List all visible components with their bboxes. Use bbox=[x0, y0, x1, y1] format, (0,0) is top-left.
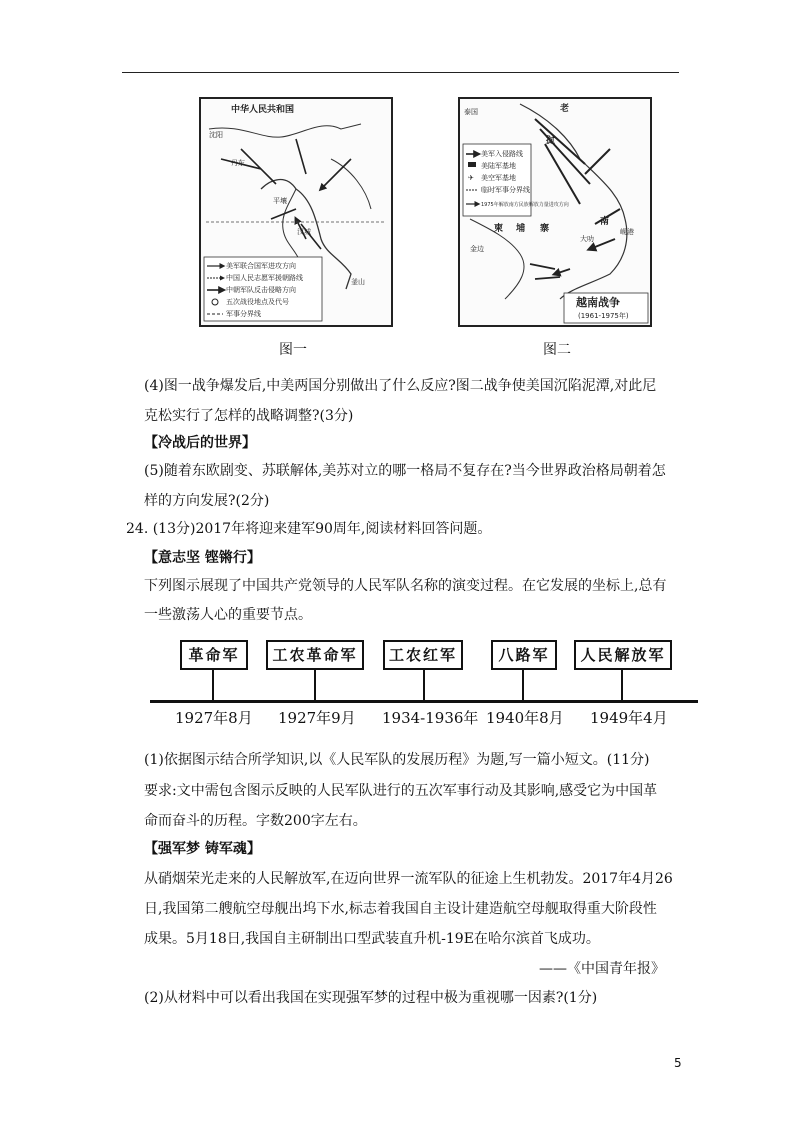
fig1-label: 沈阳 bbox=[209, 131, 223, 139]
timeline-stem bbox=[423, 668, 425, 701]
fig2-label: 南 bbox=[600, 217, 610, 227]
timeline-stem bbox=[522, 668, 524, 701]
timeline-date: 1927年9月 bbox=[278, 709, 356, 727]
subquestion-1-line-2: 要求:文中需包含图示反映的人民军队进行的五次军事行动及其影响,感受它为中国革 bbox=[144, 783, 658, 799]
fig1-legend: 美军联合国军进攻方向 bbox=[226, 262, 296, 270]
fig2-label: 柬 bbox=[494, 224, 504, 234]
section-heading-will: 【意志坚 铿锵行】 bbox=[144, 550, 261, 566]
paragraph-line: 下列图示展现了中国共产党领导的人民军队名称的演变过程。在它发展的坐标上,总有 bbox=[144, 578, 667, 594]
figure-2-caption: 图二 bbox=[543, 342, 571, 358]
question-4-line-1: (4)图一战争爆发后,中美两国分别做出了什么反应?图二战争使美国沉陷泥潭,对此尼 bbox=[144, 378, 657, 394]
fig2-legend: 1975年解放南方民族解放力量进攻方向 bbox=[481, 202, 569, 208]
timeline-stem bbox=[621, 668, 623, 701]
material-line: 从硝烟荣光走来的人民解放军,在迈向世界一流军队的征途上生机勃发。2017年4月26 bbox=[144, 871, 673, 887]
fig2-legend: 美军入侵路线 bbox=[481, 150, 523, 158]
fig2-legend: 美空军基地 bbox=[481, 174, 516, 182]
page-number: 5 bbox=[674, 1056, 682, 1070]
fig2-legend: 临时军事分界线 bbox=[481, 186, 530, 194]
fig2-label: 大叻 bbox=[580, 235, 594, 243]
fig2-label: 寨 bbox=[540, 224, 550, 234]
material-line: 成果。5月18日,我国自主研制出口型武装直升机-19E在哈尔滨首飞成功。 bbox=[144, 931, 600, 947]
timeline-node-box: 工农红军 bbox=[383, 640, 463, 670]
section-heading-post-cold-war: 【冷战后的世界】 bbox=[144, 435, 256, 451]
timeline-date: 1940年8月 bbox=[486, 709, 564, 727]
timeline-date: 1934-1936年 bbox=[382, 709, 479, 727]
question-5-line-1: (5)随着东欧剧变、苏联解体,美苏对立的哪一格局不复存在?当今世界政治格局朝着怎 bbox=[144, 463, 666, 479]
question-5-line-2: 样的方向发展?(2分) bbox=[144, 493, 270, 509]
header-rule bbox=[122, 72, 679, 73]
figure-1-caption: 图一 bbox=[279, 342, 307, 358]
subquestion-2: (2)从材料中可以看出我国在实现强军梦的过程中极为重视哪一因素?(1分) bbox=[144, 990, 598, 1006]
subquestion-1-line-3: 命而奋斗的历程。字数200字左右。 bbox=[144, 813, 367, 829]
fig2-title: 越南战争 bbox=[576, 296, 620, 309]
timeline-date: 1949年4月 bbox=[590, 709, 668, 727]
fig2-label: 挝 bbox=[546, 136, 556, 146]
fig1-legend: 中朝军队反击侵略方向 bbox=[226, 286, 296, 294]
question-4-line-2: 克松实行了怎样的战略调整?(3分) bbox=[144, 408, 354, 424]
fig2-label: 金边 bbox=[470, 245, 484, 253]
fig1-title: 中华人民共和国 bbox=[231, 105, 295, 115]
figure-1-korean-war-map bbox=[199, 97, 393, 327]
timeline-stem bbox=[314, 668, 316, 701]
fig2-legend: 美陆军基地 bbox=[481, 162, 516, 170]
paragraph-line: 一些激荡人心的重要节点。 bbox=[144, 607, 312, 623]
fig1-legend: 中国人民志愿军援朝路线 bbox=[226, 274, 303, 282]
fig2-label: 岘港 bbox=[620, 228, 634, 236]
fig2-label: 老 bbox=[560, 104, 570, 114]
question-24-intro: 24. (13分)2017年将迎来建军90周年,阅读材料回答问题。 bbox=[126, 521, 492, 537]
svg-text:✈: ✈ bbox=[468, 174, 474, 182]
timeline-node-box: 革命军 bbox=[180, 640, 248, 670]
timeline-date: 1927年8月 bbox=[175, 709, 253, 727]
timeline-node-box: 人民解放军 bbox=[574, 640, 672, 670]
material-line: 日,我国第二艘航空母舰出坞下水,标志着我国自主设计建造航空母舰取得重大阶段性 bbox=[144, 901, 657, 917]
figure-2-vietnam-war-map bbox=[458, 97, 652, 327]
fig1-label: 丹东 bbox=[231, 159, 245, 167]
material-source: ——《中国青年报》 bbox=[539, 961, 665, 977]
timeline-node-box: 八路军 bbox=[491, 640, 557, 670]
timeline-stem bbox=[212, 668, 214, 701]
fig2-label: 泰国 bbox=[464, 108, 478, 116]
fig1-legend: 军事分界线 bbox=[226, 310, 261, 318]
fig2-years: (1961-1975年) bbox=[578, 312, 629, 320]
timeline-node-box: 工农革命军 bbox=[266, 640, 364, 670]
army-name-timeline bbox=[150, 638, 698, 728]
fig2-label: 埔 bbox=[516, 224, 526, 234]
fig1-label: 汉城 bbox=[297, 228, 311, 236]
fig1-label: 平壤 bbox=[273, 197, 287, 205]
fig1-legend: 五次战役地点及代号 bbox=[226, 298, 289, 306]
fig1-label: 釜山 bbox=[351, 278, 365, 286]
section-heading-dream: 【强军梦 铸军魂】 bbox=[144, 841, 261, 857]
subquestion-1-line-1: (1)依据图示结合所学知识,以《人民军队的发展历程》为题,写一篇小短文。(11分) bbox=[144, 752, 650, 768]
